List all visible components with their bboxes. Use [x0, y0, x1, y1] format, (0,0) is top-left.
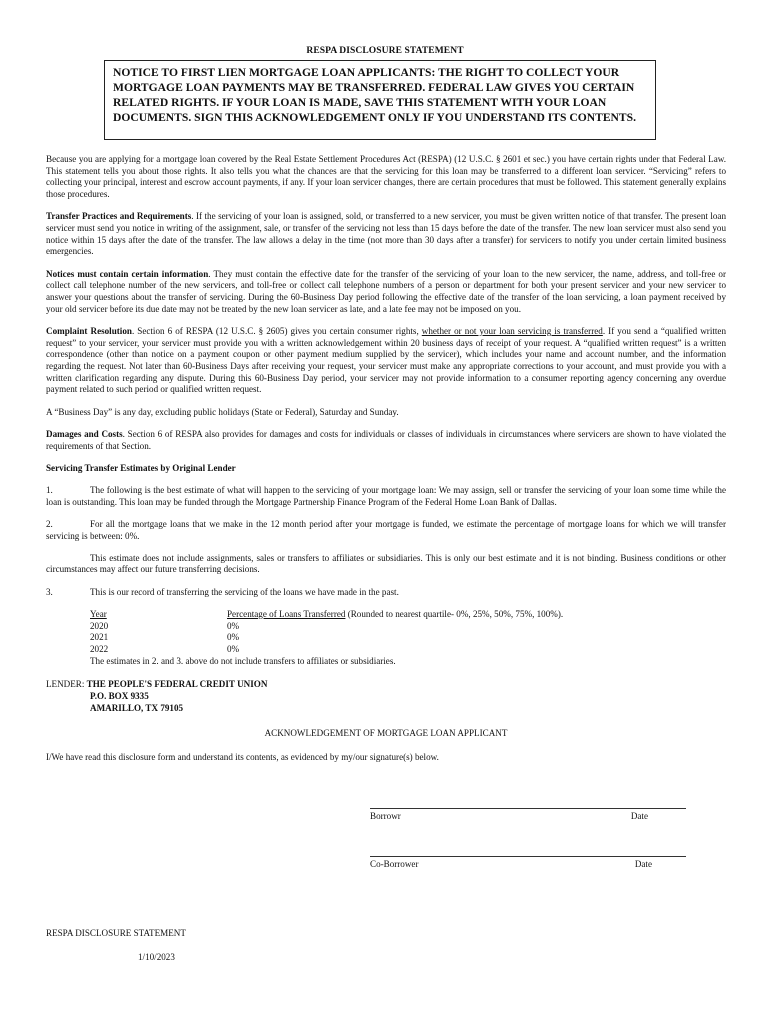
acknowledgement-heading: ACKNOWLEDGEMENT OF MORTGAGE LOAN APPLICANT — [264, 728, 508, 739]
lender-name: THE PEOPLE'S FEDERAL CREDIT UNION — [86, 679, 268, 690]
column-header-year: Year — [90, 608, 107, 619]
complaint-text-2: . If you send a “qualified written request” to your servicer, your servicer must provide you with a written acknowledgement within 20 business days of receipt of your request. A “qualified written request” is a written correspondence (other than notice on a payment coupon or other payment medium supplied by the servicer), which includes your name and account number, and the information regarding the request. Not later than 60-Business Days after receiving your request, your servicer must make any appropriate corrections to your account, and must provide you with a written clarification regarding any dispute. During this 60-Business Day period, your servicer may not provide information to a consumer reporting agency concerning any overdue payment related to such period or qualified written request. — [46, 325, 727, 395]
table-header-row — [90, 609, 726, 621]
item-2-note-text: This estimate does not include assignments, sales or transfers to affiliates or subsidiaries. This is only our best estimate and it is not binding. Business conditions or other circumstances may affect our future transferring decisions. — [46, 552, 726, 575]
table-row — [90, 632, 726, 644]
transfer-history-table — [90, 609, 726, 668]
row-percentage: 0% — [227, 644, 240, 654]
item-3 — [46, 587, 726, 599]
co-borrower-date-label: Date — [634, 859, 652, 869]
row-year: 2022 — [90, 644, 109, 654]
footer-date: 1/10/2023 — [138, 952, 175, 962]
row-year: 2020 — [90, 620, 109, 631]
item-1 — [46, 485, 726, 508]
estimates-heading: Servicing Transfer Estimates by Original Lender — [46, 462, 236, 473]
item-1-number: 1. — [46, 484, 53, 495]
item-2-note — [46, 553, 726, 576]
complaint-underlined: whether or not your loan servicing is transferred — [421, 325, 603, 336]
item-2-number: 2. — [46, 518, 53, 529]
damages-text: . Section 6 of RESPA also provides for damages and costs for individuals or classes of individuals in circumstances where servicers are shown to have violated the requirements of that Section. — [46, 428, 726, 451]
damages-paragraph — [46, 429, 726, 452]
intro-paragraph: Because you are applying for a mortgage loan covered by the Real Estate Settlement Procedures Act (RESPA) (12 U.S.C. § 2601 et sec.) you have certain rights under that Federal Law. This statement tells you about those rights. It also tells you what the chances are that the servicing for this loan may be transferred to a different loan servicer. “Servicing” refers to collecting your principal, interest and escrow account payments, if any. If your loan servicer changes, there are certain procedures that must be followed. This statement generally explains those procedures. — [46, 154, 726, 200]
row-year: 2021 — [90, 632, 109, 643]
document-title: RESPA DISCLOSURE STATEMENT — [306, 46, 464, 56]
notices-heading: Notices must contain certain information — [46, 268, 209, 279]
borrower-label: Borrowr — [370, 811, 401, 821]
table-row — [90, 621, 726, 633]
column-header-percentage: Percentage of Loans Transferred (Rounded to nearest quartile- 0%, 25%, 50%, 75%, 100%). — [227, 608, 564, 619]
item-1-text: The following is the best estimate of what will happen to the servicing of your mortgage loan: We may assign, sell or transfer the servicing of your loan some time while the loan is outstanding. This loan may be funded through the Mortgage Partnership Finance Program of the Federal Home Loan Bank of Dallas. — [46, 484, 726, 507]
document-body — [46, 154, 726, 764]
co-borrower-label: Co-Borrower — [370, 859, 419, 869]
item-3-number: 3. — [46, 586, 53, 597]
acknowledgement-text: I/We have read this disclosure form and understand its contents, as evidenced by my/our signature(s) below. — [46, 751, 439, 762]
transfer-paragraph — [46, 211, 726, 258]
business-day-paragraph: A “Business Day” is any day, excluding public holidays (State or Federal), Saturday and Sunday. — [46, 406, 399, 417]
borrower-signature-line[interactable] — [370, 808, 686, 809]
complaint-text-1: . Section 6 of RESPA (12 U.S.C. § 2605) gives you certain consumer rights, — [131, 325, 422, 336]
complaint-heading: Complaint Resolution — [46, 325, 132, 336]
borrower-date-label: Date — [630, 811, 648, 821]
notices-text: . They must contain the effective date for the transfer of the servicing of your loan to the new servicer, the name, address, and toll-free or collect call telephone number of the new servicers, and toll-free or collect call telephone numbers of a person or department for both your present servicer and your new servicer to answer your questions about the transfer of servicing. During the 60-Business Day period following the effective date of the transfer of the loan servicing, a loan payment received by your old servicer before its due date may not be treated by the new loan servicer as late, and a late fee may not be imposed on you. — [46, 268, 726, 314]
item-3-text: This is our record of transferring the servicing of the loans we have made in the past. — [90, 586, 399, 597]
table-row — [90, 644, 726, 656]
co-borrower-signature-line[interactable] — [370, 856, 686, 857]
row-percentage: 0% — [227, 632, 240, 643]
transfer-heading: Transfer Practices and Requirements — [46, 211, 192, 222]
item-2-text: For all the mortgage loans that we make in the 12 month period after your mortgage is funded, we estimate the percentage of mortgage loans for which we will transfer servicing is between: 0%. — [46, 518, 726, 541]
table-footnote: The estimates in 2. and 3. above do not include transfers to affiliates or subsidiaries. — [90, 655, 396, 666]
lender-city: AMARILLO, TX 79105 — [90, 702, 184, 713]
item-2 — [46, 519, 726, 542]
lender-block — [46, 679, 726, 714]
notices-paragraph — [46, 269, 726, 316]
footer — [46, 928, 186, 962]
row-percentage: 0% — [227, 620, 240, 631]
co-borrower-signature-block[interactable] — [370, 856, 686, 869]
complaint-paragraph — [46, 326, 726, 396]
lender-box: P.O. BOX 9335 — [90, 691, 149, 701]
transfer-text: . If the servicing of your loan is assigned, sold, or transferred to a new servicer, you must be given written notice of that transfer. The present loan servicer must send you notice in writing of the assignment, sale, or transfer of the servicing not less than 15 days before the date of the transfer. The new loan servicer must also send you notice within 15 days after the date of the transfer. The law allows a delay in the time (not more than 30 days after a transfer) for servicers to notify you under certain limited business emergencies. — [46, 211, 727, 257]
footer-title: RESPA DISCLOSURE STATEMENT — [46, 928, 186, 938]
notice-box: NOTICE TO FIRST LIEN MORTGAGE LOAN APPLICANTS: THE RIGHT TO COLLECT YOUR MORTGAGE LOAN PAYMENTS MAY BE TRANSFERRED. FEDERAL LAW GIVES YOU CERTAIN RELATED RIGHTS. IF YOUR LOAN IS MADE, SAVE THIS STATEMENT WITH YOUR LOAN DOCUMENTS. SIGN THIS ACKNOWLEDGEMENT ONLY IF YOU UNDERSTAND ITS CONTENTS. — [104, 60, 656, 140]
damages-heading: Damages and Costs — [46, 428, 123, 439]
lender-label: LENDER: — [46, 679, 87, 690]
borrower-signature-block[interactable] — [370, 808, 686, 821]
